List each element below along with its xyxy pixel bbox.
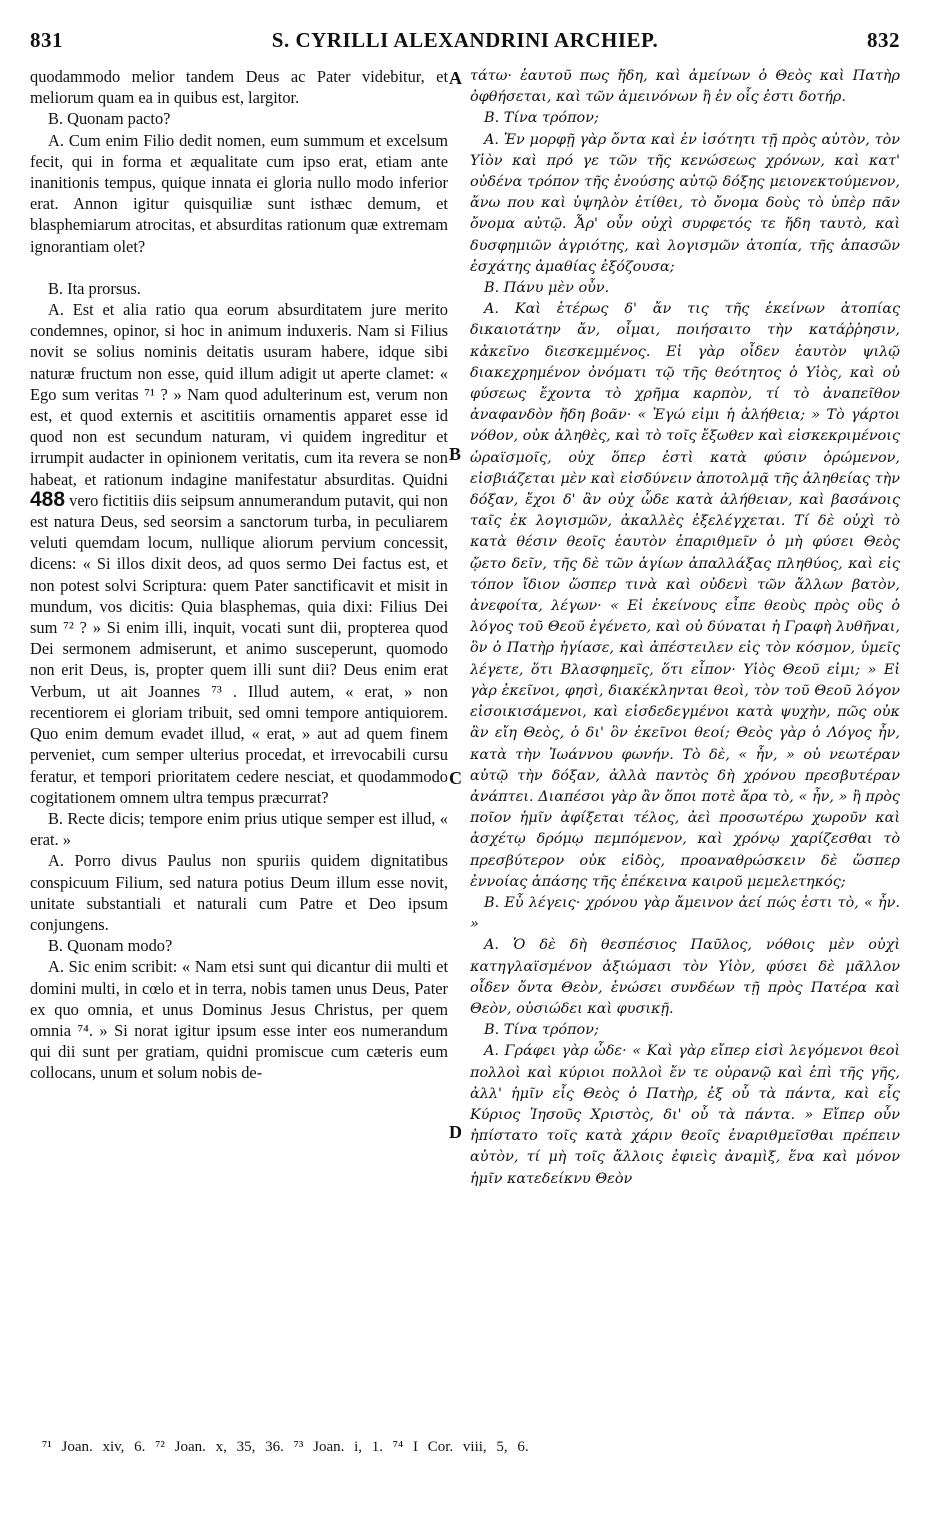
running-header xyxy=(30,28,900,56)
latin-column xyxy=(30,66,448,1084)
section-letter-b: B xyxy=(449,444,462,464)
latin-text: vero fictitiis diis seipsum annumerandum putavit, qui non est natura Deus, sed seorsim a sanctorum turba, in peculiarem veluti quemdam locum, nullique aliorum pervium concessit, dicens: « Si illos dixit deos, ad quos sermo Dei factus est, et non potest solvi Scriptura: quem Pater sanctificavit et misit in mundum, vos dicitis: Quia blasphemas, quia dixi: Filius Dei sum ⁷² ? » Si enim illi, inquit, vocati sunt dii, propterea quod Dei sermonem admiserunt, et animo susceperunt, quomodo non erit Deus, is, propter quem illi sunt dii? Deus enim erat Verbum, ut ait Joannes ⁷³ . Illud autem, « erat, » non recentiorem ei gloriam tribuit, sed omni tempore antiquiorem. Quo enim demum evadet illud, « erat, » aut ad quem finem perveniet, cum semper ulterius procedat, et irrevocabili cursu feratur, et tempori prioritatem cedere nesciat, et quodammodo cogitationem omnem ultra tempus præcurrat? xyxy=(30,490,448,807)
greek-paragraph: Α. Καὶ ἑτέρως δ' ἄν τις τῆς ἐκείνων ἀτοπίας δικαιοτάτην ἄν, οἶμαι, ποιήσαιτο τὴν κατάῤῥησιν, κἀκεῖνο διεσκεμμένος. Εἰ γὰρ οἶδεν ἑαυτὸν ψιλῷ διακεχρημένον ὀνόματι τῷ τῆς θεότητος ὁ Υἱὸς, καὶ οὐ φύσεως ἔχοντα τὸ χρῆμα καρπὸν, τί τὸ ἀναπεῖθον ἀναφανδὸν ἤδη βοᾶν· « Ἐγώ εἰμι ἡ ἀλήθεια; » Τὸ γάρτοι νόθον, οὐκ ἀληθὲς, καὶ τὸ τοῖς ἔξωθεν καὶ εἰσκεκριμένοις ὡραϊσμοῖς, οὐχ ὅπερ ἐστὶ κατὰ φύσιν ὁρώμενον, εἰσβιάζεται μὲν καὶ εἰσδύνειν ἀποτολμᾷ τῆς ἀληθείας τὴν δόξαν, ἔχοι δ' ἂν οὐχ ὧδε κατὰ ἀλήθειαν, καὶ βασάνοις ταῖς ἐκ λογισμῶν, ἀκαλλὲς ἐξελέγχεται. Τί δὲ οὐχὶ τὸ κατὰ θέσιν θεοῖς ἑαυτὸν ἐπαριθμεῖν ὁ μὴ φύσει Θεὸς ᾤετο δεῖν, τῆς δὲ τῶν ἁγίων ἀπαλλάξας πληθύος, καὶ εἰς τόπον ἴδιον ὥσπερ τινὰ καὶ οὐδενὶ τῶν ἄλλων βατὸν, ἀνεφοίτα, λέγων· « Εἰ ἐκείνους εἶπε θεοὺς πρὸς οὓς ὁ λόγος τοῦ Θεοῦ ἐγένετο, καὶ οὐ δύναται ἡ Γραφὴ λυθῆναι, ὃν ὁ Πατὴρ ἡγίασε, καὶ ἀπέστειλεν εἰς τὸν κόσμον, ὑμεῖς λέγετε, ὅτι Βλασφημεῖς, ὅτι εἶπον· Υἱὸς Θεοῦ εἰμι; » Εἰ γὰρ ἐκεῖνοι, φησὶ, διακέκληνται θεοὶ, τὸν τοῦ Θεοῦ λόγον εἰσοικισάμενοι, καὶ εἰσδεδεγμένοι κατὰ ψυχὴν, πῶς οὐκ ἂν εἴη Θεὸς, ὁ δι' ὃν ἐκεῖνοι θεοί; Θεὸς γὰρ ὁ Λόγος ἦν, κατὰ τὴν Ἰωάννου φωνήν. Τὸ δὲ, « ἦν, » οὐ νεωτέραν αὐτῷ τὴν δόξαν, ἀλλὰ παντὸς δὴ χρόνου πρεσβυτέραν ἀνάπτει. Διαπέσοι γὰρ ἂν ὅποι ποτὲ ἄρα τὸ, « ἦν, » ἢ πρὸς ποῖον ἡμῖν ἀφίξεται τέλος, ἀεὶ προσωτέρω χωροῦν καὶ ἀσχέτῳ δρόμῳ πεμπόμενον, καὶ χρόνῳ χαρίζεσθαι τὸ πρεσβύτερον οὐκ εἰδὸς, προαναθρώσκειν δὲ ὥσπερ ἐννοίας ἁπάσης τῆς ἐπέκεινα καιροῦ μεμελετηκός; xyxy=(470,301,900,890)
page-number-right: 832 xyxy=(867,28,900,52)
page-number-left: 831 xyxy=(30,28,63,52)
latin-paragraph: B. Ita prorsus. xyxy=(48,278,141,298)
greek-paragraph: Α. Ἐν μορφῇ γὰρ ὄντα καὶ ἐν ἰσότητι τῇ πρὸς αὐτὸν, τὸν Υἱὸν καὶ πρό γε τῶν τῆς κενώσεως χρόνων, καὶ κατ' οὐδένα τρόπον τῆς ἐνούσης αὐτῷ δόξης μειονεκτούμενον, ἄνω που καὶ ὑψηλὸν ἐτίθει, τὸ ὄνομα δοὺς τὸ ὑπὲρ πᾶν ὄνομα αὐτῷ. Ἆρ' οὖν οὐχὶ συρφετός τε ἤδη ταυτὸ, καὶ δυσφημιῶν ἀγριότης, καὶ λογισμῶν ἀτοπία, τῆς ἁπασῶν ἐσχάτης ἀμαθίας ἐξόζουσα; xyxy=(470,131,900,275)
latin-paragraph: quodammodo melior tandem Deus ac Pater videbitur, et meliorum quam ea in quibus est, largitor. xyxy=(30,67,448,108)
footnotes: ⁷¹ Joan. xiv, 6. ⁷² Joan. x, 35, 36. ⁷³ Joan. i, 1. ⁷⁴ I Cor. viii, 5, 6. xyxy=(42,1439,529,1455)
greek-column xyxy=(470,66,900,1190)
greek-paragraph: Α. Γράφει γὰρ ὧδε· « Καὶ γὰρ εἴπερ εἰσὶ λεγόμενοι θεοὶ πολλοὶ καὶ κύριοι πολλοὶ ἔν τε οὐρανῷ καὶ ἐπὶ τῆς γῆς, ἀλλ' ἡμῖν εἷς Θεὸς ὁ Πατὴρ, ἐξ οὗ τὰ πάντα, καὶ εἷς Κύριος Ἰησοῦς Χριστὸς, δι' οὗ τὰ πάντα. » Εἴπερ οὖν ἠπίστατο τοῖς κατὰ χάριν θεοῖς ἐναριθμεῖσθαι πρέπειν αὐτὸν, τί μὴ τοῖς ἄλλοις ἐφιεὶς ἀναμὶξ, ἕνα καὶ μόνον ἡμῖν κατεδείκνυ Θεὸν xyxy=(470,1043,900,1187)
latin-paragraph xyxy=(30,299,448,808)
greek-paragraph: Α. Ὁ δὲ δὴ θεσπέσιος Παῦλος, νόθοις μὲν οὐχὶ κατηγλαϊσμένον ἀξιώμασι τὸν Υἱὸν, φύσει δὲ μᾶλλον οἶδεν ὄντα Θεὸν, ἑνώσει συνδέων τῇ πρὸς Πατέρα καὶ Θεὸν, οὐσιώδει καὶ φυσικῇ. xyxy=(470,937,900,1017)
latin-paragraph: B. Recte dicis; tempore enim prius utique semper est illud, « erat. » xyxy=(30,808,448,850)
section-letter-c: C xyxy=(449,768,462,788)
greek-paragraph: Β. Πάνυ μὲν οὖν. xyxy=(484,280,610,297)
greek-paragraph: Β. Τίνα τρόπον; xyxy=(484,1022,599,1039)
latin-paragraph: A. Cum enim Filio dedit nomen, eum summum et excelsum fecit, qui in forma et æqualitate cum ipso erat, etiam ante inanitionis tempus, quique innata ei gloria nullo modo inferior erat. Annon igitur quisquiliæ sunt isthæc demum, et blasphemiarum atrocitas, et absurditas rationum quæ extremam ignorantiam olet? xyxy=(30,130,448,256)
column-number-marker: 488 xyxy=(30,487,66,511)
section-letter-d: D xyxy=(449,1122,462,1142)
greek-paragraph: Β. Εὖ λέγεις· χρόνου γὰρ ἄμεινον ἀεί πώς ἐστι τὸ, « ἦν. » xyxy=(470,894,900,933)
latin-paragraph: B. Quonam pacto? xyxy=(48,109,171,129)
greek-paragraph: Β. Τίνα τρόπον; xyxy=(484,110,599,127)
running-title: S. CYRILLI ALEXANDRINI ARCHIEP. xyxy=(271,28,659,52)
latin-paragraph: A. Sic enim scribit: « Nam etsi sunt qui dicantur dii multi et domini multi, in cœlo et in terra, nobis tamen unus Deus, Pater ex quo omnia, et unus Dominus Jesus Christus, per quem omnia ⁷⁴. » Si norat igitur ipsum esse inter eos numerandum qui dii sunt per gratiam, quidni promiscue cum cæteris eum collocans, unum et solum nobis de- xyxy=(30,957,448,1083)
latin-paragraph: A. Porro divus Paulus non spuriis quidem dignitatibus conspicuum Filium, sed natura potius Deum illum esse novit, unitate substantiali et naturali cum Patre et Deo ipsum conjungens. xyxy=(30,851,448,934)
latin-text: A. Est et alia ratio qua eorum absurditatem jure merito condemnes, opinor, si hoc in animum induxeris. Nam si Filius novit se solius nominis deitatis usuram habere, idque sibi naturæ fructum non esse, quid illum adigit ut aperte clamet: « Ego sum veritas ⁷¹ ? » Nam quod adulterinum est, verum non est, et quod externis et ascititiis ornamentis apparet esse id quod non est secundum naturam, vi quidem ingreditur et irrumpit audacter in opinionem veritatis, cum ita revera se non habeat, et rationum indagine manifestatur absurditas. Quidni xyxy=(30,300,448,489)
section-letter-a: A xyxy=(449,68,462,88)
latin-paragraph: B. Quonam modo? xyxy=(48,936,173,956)
greek-paragraph: τάτω· ἑαυτοῦ πως ἤδη, καὶ ἀμείνων ὁ Θεὸς καὶ Πατὴρ ὀφθήσεται, καὶ τῶν ἀμεινόνων ἢ ἐν οἷς ἐστι δοτήρ. xyxy=(470,68,900,106)
